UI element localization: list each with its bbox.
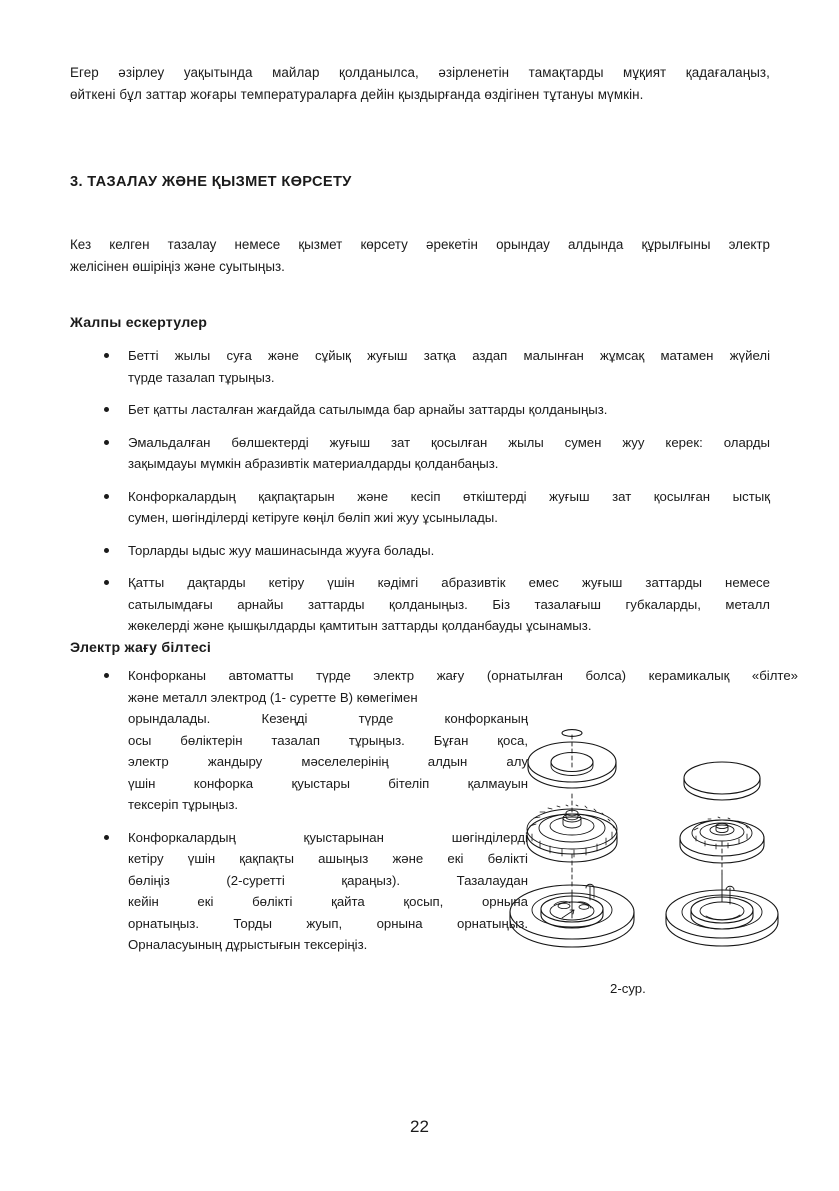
lead-paragraph [70,234,770,278]
page-number: 22 [410,1117,429,1136]
list-item-line: тексеріп тұрыңыз. [128,797,239,812]
list-item [100,399,770,421]
list-item-line: Конфоркалардың қақпақтарын және кесіп өткіштерді жуғыш зат қосылған ыстық [128,488,770,504]
list-item [100,827,528,956]
burner-base-right [666,886,778,946]
list-item-line: орнатыңыз. Торды жуып, орнына орнатыңыз. [128,915,528,931]
intro-paragraph [70,62,770,106]
list-item-line: үшін конфорка қуыстары бітеліп қалмауын [128,775,528,791]
burner-crown-right [680,817,764,863]
list-item-line: Бет қатты ласталған жағдайда сатылымда бар арнайы заттарды қолданыңыз. [128,402,608,417]
intro-line: Егер әзірлеу уақытында майлар қолданылса, әзірленетін тамақтарды мұқият қадағалаңыз, [70,65,770,80]
general-notes-list [100,345,770,637]
bullet-dot-icon [104,353,109,358]
bullet-dot-icon [104,407,109,412]
list-item [100,572,770,637]
list-item-line: кетіру үшін қақпақты ашыңыз және екі бөлікті [128,851,528,866]
bullet-dot-icon [104,580,109,585]
subheading-ignition: Электр жағу білтесі [70,639,211,656]
intro-line: өйткені бұл заттар жоғары температураларға дейін қыздырғанда өздігінен тұтануы мүмкін. [70,87,644,102]
list-item-line: Конфоркалардың қуыстарынан шөгінділерді [128,829,528,845]
list-item [100,486,770,529]
list-item-line: Эмальдалған бөлшектерді жуғыш зат қосылған жылы сумен жуу керек: оларды [128,434,770,450]
bullet-dot-icon [104,440,109,445]
list-item-line: кейін екі бөлікті қайта қосып, орнына [128,894,528,909]
section-heading: 3. ТАЗАЛАУ ЖӘНЕ ҚЫЗМЕТ КӨРСЕТУ [70,173,352,190]
list-item-line: Орналасуының дұрыстығын тексеріңіз. [128,937,368,952]
bullet-dot-icon [104,548,109,553]
list-item-line: осы бөліктерін тазалап тұрыңыз. Бұған қоса, [128,732,528,748]
list-item [100,345,770,388]
list-item-line: түрде тазалап тұрыңыз. [128,369,275,385]
bullet-dot-icon [104,835,109,840]
list-item-line: және металл электрод (1- суретте В) көмегімен [128,689,418,705]
list-item-line: зақымдауы мүмкін абразивтік материалдарды қолданбаңыз. [128,456,499,471]
burner-exploded-view-figure [494,722,794,952]
bullet-dot-icon [104,673,109,678]
subheading-general-notes: Жалпы ескертулер [70,314,208,331]
list-item [100,432,770,475]
list-item [100,540,770,562]
lead-line: Кез келген тазалау немесе қызмет көрсету әрекетін орындау алдында құрылғыны электр [70,237,770,252]
list-item-line: бөліңіз (2-суретті қараңыз). Тазалаудан [128,872,528,888]
lead-line: желісінен өшіріңіз және суытыңыз. [70,259,285,274]
burner-cap-right [684,762,760,800]
list-item-line: жөкелерді және қышқылдарды қамтитын заттарды қолданбауды ұсынамыз. [128,618,592,633]
list-item-line: Қатты дақтарды кетіру үшін кәдімгі абразивтік емес жуғыш заттарды немесе [128,575,770,590]
list-item-line: Торларды ыдыс жуу машинасында жууға болады. [128,542,435,558]
list-item-line: Бетті жылы суға және сұйық жуғыш затқа аздап малынған жұмсақ матамен жүйелі [128,348,770,363]
list-item-line: электр жандыру мәселелерінің алдын алу [128,754,528,769]
burner-crown-left [527,805,617,862]
figure-caption: 2-сур. [610,981,646,996]
list-item-line: сумен, шөгінділерді кетіруге көңіл бөліп жиі жуу ұсынылады. [128,510,498,525]
bullet-dot-icon [104,494,109,499]
list-item-line: сатылымдағы арнайы заттарды қолданыңыз. Біз тазалағыш губкаларды, металл [128,596,770,612]
list-item-line: орындалады. Кезеңді түрде конфорканың [128,711,528,726]
list-item-line: Конфорканы автоматты түрде электр жағу (орнатылған болса) керамикалық «білте» [128,668,798,683]
